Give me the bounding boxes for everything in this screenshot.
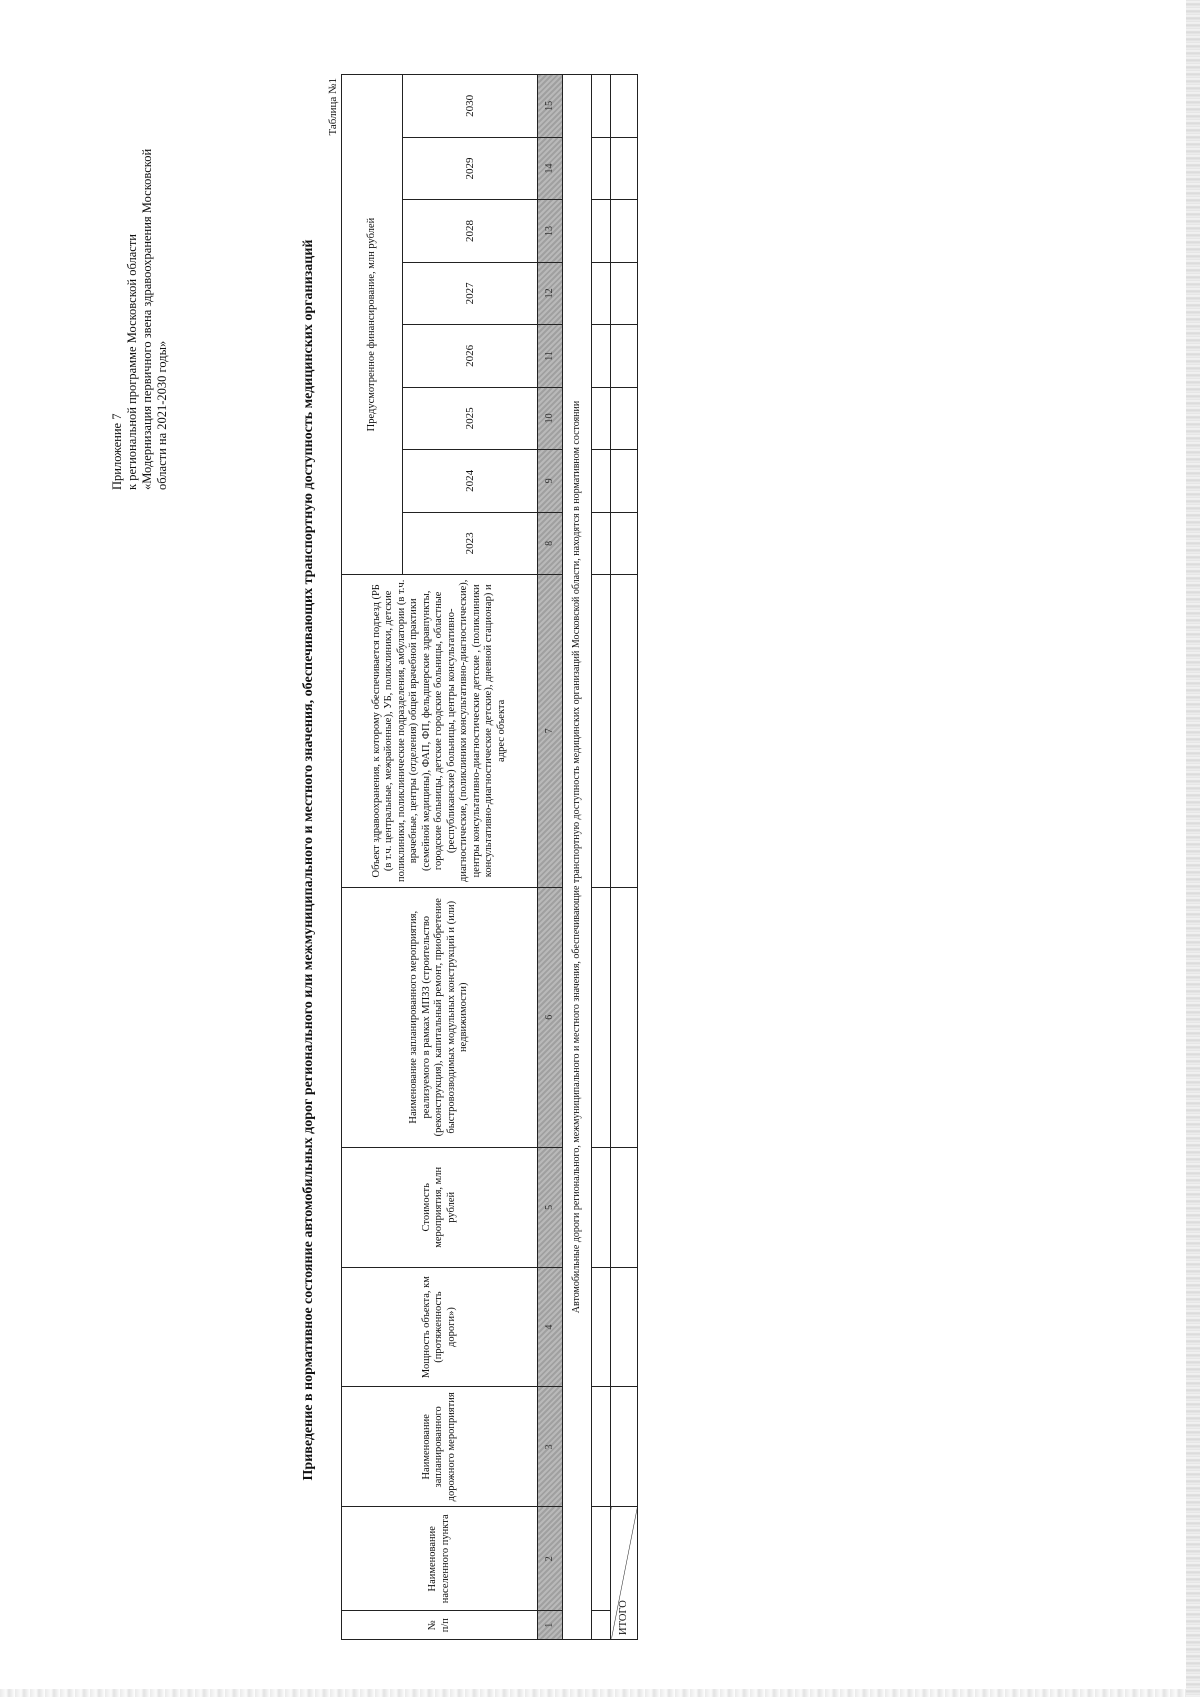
total-label: ИТОГО — [611, 1507, 638, 1640]
header-settlement: Наименование населенного пункта — [342, 1507, 538, 1611]
column-number: 5 — [538, 1147, 563, 1267]
column-number: 13 — [538, 200, 563, 262]
column-number: 2 — [538, 1507, 563, 1611]
appendix-line-2: к региональной программе Московской области — [125, 234, 139, 490]
year-cell: 2026 — [403, 325, 538, 387]
total-row — [611, 75, 638, 1640]
header-mpzz-measure: Наименование запланированного мероприятия, реализуемого в рамках МПЗЗ (строительство (реконструкция), капитальный ремонт, приобретение быстровозводимых модульных конструкций и (или) недвижимости) — [342, 887, 538, 1147]
document-title: Приведение в нормативное состояние автомобильных дорог регионального или межмуниципального и местного значения, обеспечивающих транспортную доступность медицинских организаций — [301, 239, 316, 1481]
section-note: Автомобильные дороги регионального, межмуниципального и местного значения, обеспечивающие транспортную доступность медицинских организаций Московской области, находятся в нормативном состоянии — [563, 75, 592, 1640]
year-cell: 2023 — [403, 512, 538, 574]
year-cell: 2027 — [403, 262, 538, 324]
column-number: 14 — [538, 137, 563, 199]
column-number: 8 — [538, 512, 563, 574]
column-number: 7 — [538, 575, 563, 887]
column-number: 11 — [538, 325, 563, 387]
header-cost: Стоимость мероприятия, млн рублей — [342, 1147, 538, 1267]
appendix-line-3: «Модернизация первичного звена здравоохранения Московской области на 2021-2030 годы» — [140, 148, 169, 490]
header-health-object: Объект здравоохранения, к которому обеспечивается подъезд (РБ (в т.ч. центральные, межрайонные), УБ, поликлиники, детские поликлиники, поликлинические подразделения, амбулатории (в т.ч. врачебные, центры (отделения) общей врачебной практики (семейной медицины), ФАП, ФП, фельдшерские здравпункты, городские больницы, детские городские больницы, областные (республиканские) больницы, центры консультативно-диагностические, (поликлиники консультативно-диагностические), центры консультативно-диагностические детские , (поликлиники консультативно-диагностические детские), дневной стационар) и адрес объекта — [342, 575, 538, 887]
empty-row — [592, 75, 611, 1640]
funding-table — [341, 74, 638, 1640]
year-cell: 2028 — [403, 200, 538, 262]
column-number: 9 — [538, 450, 563, 512]
header-road-measure: Наименование запланированного дорожного мероприятия — [342, 1387, 538, 1507]
year-cell: 2030 — [403, 75, 538, 138]
table-number: Таблица №1 — [327, 78, 339, 136]
column-number: 12 — [538, 262, 563, 324]
header-capacity: Мощность объекта, км (протяженность дороги») — [342, 1267, 538, 1387]
column-number: 4 — [538, 1267, 563, 1387]
appendix-header — [110, 110, 170, 490]
header-number: № п/п — [342, 1611, 538, 1640]
column-number: 1 — [538, 1611, 563, 1640]
scan-edge-bottom — [0, 1689, 1186, 1697]
section-row — [563, 75, 592, 1640]
header-funding: Предусмотренное финансирование, млн рублей — [342, 75, 403, 575]
rotated-page — [65, 70, 1165, 1650]
year-cell: 2029 — [403, 137, 538, 199]
column-number: 3 — [538, 1387, 563, 1507]
year-cell: 2024 — [403, 450, 538, 512]
column-number: 15 — [538, 75, 563, 138]
appendix-line-1: Приложение 7 — [110, 413, 124, 490]
column-number: 10 — [538, 387, 563, 449]
column-number: 6 — [538, 887, 563, 1147]
scan-edge-right — [1186, 0, 1200, 1697]
year-cell: 2025 — [403, 387, 538, 449]
column-number-row — [538, 75, 563, 1640]
